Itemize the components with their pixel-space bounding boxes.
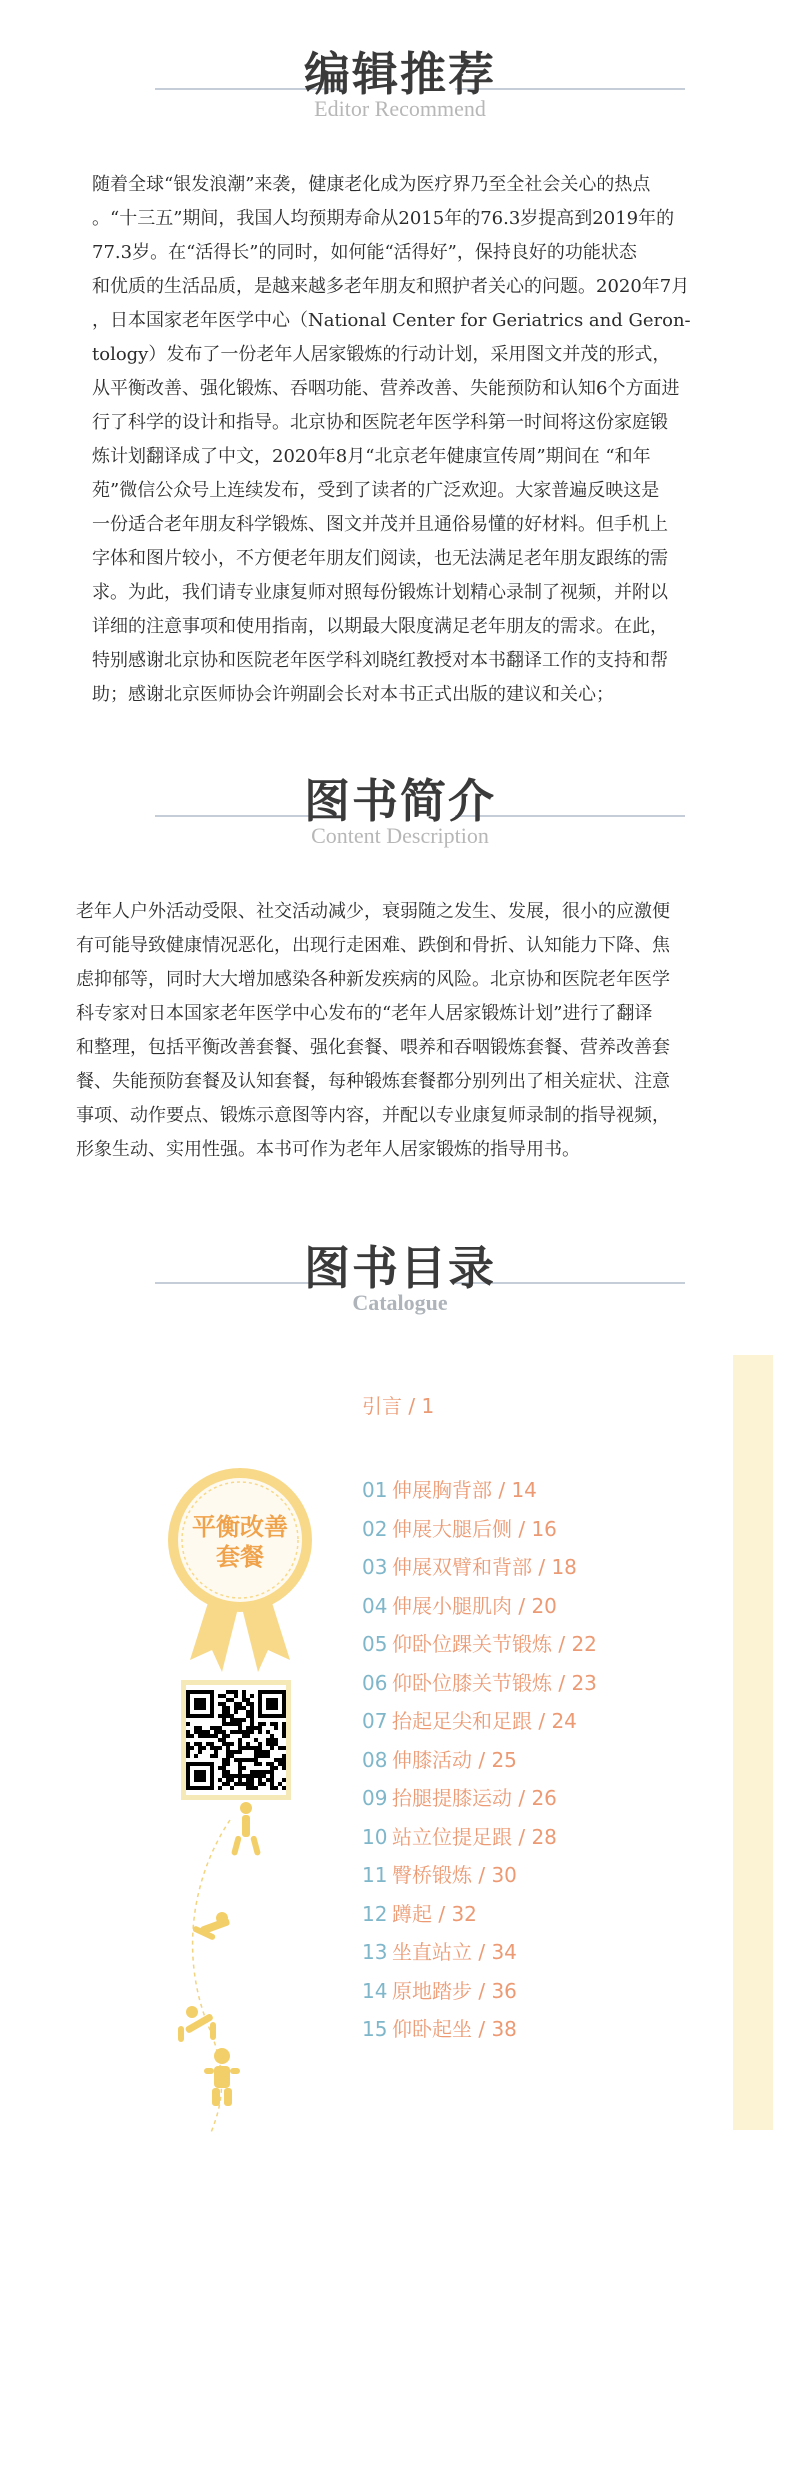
section-title: 编辑推荐 [304, 47, 496, 101]
section-title: 图书目录 [304, 1241, 496, 1295]
section-title: 图书简介 [304, 774, 496, 828]
toc-item-number: 11 [362, 1863, 388, 1887]
text-line: 炼计划翻译成了中文，2020年8月“北京老年健康宣传周”期间在 “和年 [92, 446, 651, 467]
badge-line2: 套餐 [216, 1543, 264, 1571]
text-line: 从平衡改善、强化锻炼、吞咽功能、营养改善、失能预防和认知6个方面进 [92, 378, 680, 399]
toc-item-title: 抬腿提膝运动 / 26 [392, 1786, 557, 1810]
stretching-figure-icon [192, 1912, 231, 1941]
toc-item-number: 03 [362, 1555, 388, 1579]
toc-item-title: 仰卧位膝关节锻炼 / 23 [392, 1670, 597, 1695]
toc-item[interactable] [362, 1591, 557, 1621]
section-subtitle: Catalogue [352, 1290, 448, 1315]
text-line: 事项、动作要点、锻炼示意图等内容，并配以专业康复师录制的指导视频， [76, 1105, 670, 1126]
standing-figure-icon [231, 1802, 261, 1856]
badge-balance-package [160, 1460, 320, 1680]
toc-item-title: 蹲起 / 32 [392, 1901, 477, 1926]
content-description-text [76, 895, 716, 1167]
toc-item[interactable] [362, 1475, 537, 1505]
toc-item-title: 站立位提足跟 / 28 [392, 1824, 557, 1849]
squat-figure-icon [204, 2048, 240, 2106]
toc-item-number: 10 [362, 1824, 388, 1849]
toc-item-title: 臀桥锻炼 / 30 [392, 1863, 517, 1887]
editor-recommend-text [92, 168, 712, 712]
text-line: 77.3岁。在“活得长”的同时，如何能“活得好”，保持良好的功能状态 [92, 242, 637, 263]
text-line: 和优质的生活品质，是越来越多老年朋友和照护者关心的问题。2020年7月 [92, 276, 690, 297]
text-line: 。“十三五”期间，我国人均预期寿命从2015年的76.3岁提高到2019年的 [92, 208, 675, 229]
text-line: tology）发布了一份老年人居家锻炼的行动计划，采用图文并茂的形式， [92, 344, 671, 365]
text-line: ，日本国家老年医学中心（National Center for Geriatrics and Geron- [92, 310, 691, 331]
badge-label [160, 1512, 320, 1572]
text-line: 随着全球“银发浪潮”来袭，健康老化成为医疗界乃至全社会关心的热点 [92, 174, 651, 195]
text-line: 苑”微信公众号上连续发布，受到了读者的广泛欢迎。大家普遍反映这是 [92, 480, 660, 501]
toc-item[interactable] [362, 1668, 597, 1698]
toc-intro[interactable]: 引言 / 1 [362, 1394, 435, 1418]
toc-item[interactable] [362, 1706, 577, 1736]
toc-item-number: 02 [362, 1516, 388, 1541]
text-line: 科专家对日本国家老年医学中心发布的“老年人居家锻炼计划”进行了翻译 [76, 1003, 653, 1024]
text-line: 求。为此，我们请专业康复师对照每份锻炼计划精心录制了视频，并附以 [92, 582, 668, 603]
toc-item[interactable] [362, 1937, 517, 1967]
toc-item-title: 伸膝活动 / 25 [392, 1747, 517, 1772]
toc-item-title: 仰卧起坐 / 38 [392, 2017, 517, 2041]
toc-item-title: 伸展胸背部 / 14 [392, 1478, 537, 1502]
toc-item-number: 14 [362, 1978, 388, 2003]
qr-code-icon[interactable] [181, 1680, 291, 1800]
toc-item[interactable] [362, 1860, 517, 1890]
text-line: 虑抑郁等，同时大大增加感染各种新发疾病的风险。北京协和医院老年医学 [76, 969, 670, 990]
badge-line1: 平衡改善 [192, 1513, 288, 1541]
toc-item[interactable] [362, 1822, 557, 1852]
toc-item-number: 04 [362, 1593, 388, 1618]
text-line: 特别感谢北京协和医院老年医学科刘晓红教授对本书翻译工作的支持和帮 [92, 650, 668, 671]
toc-item[interactable] [362, 1629, 597, 1659]
text-line: 老年人户外活动受限、社交活动减少，衰弱随之发生、发展，很小的应激便 [76, 901, 670, 922]
toc-item-number: 12 [362, 1901, 388, 1926]
side-decoration-bar [733, 1355, 773, 2130]
toc-item-number: 07 [362, 1709, 388, 1733]
toc-item-number: 08 [362, 1747, 388, 1772]
content-description-header [0, 765, 800, 865]
toc-item-number: 15 [362, 2017, 388, 2041]
text-line: 餐、失能预防套餐及认知套餐，每种锻炼套餐都分别列出了相关症状、注意 [76, 1071, 670, 1092]
text-line: 和整理，包括平衡改善套餐、强化套餐、喂养和吞咽锻炼套餐、营养改善套 [76, 1037, 670, 1058]
toc-item-number: 06 [362, 1670, 388, 1695]
section-subtitle: Content Description [311, 823, 489, 848]
text-line: 一份适合老年朋友科学锻炼、图文并茂并且通俗易懂的好材料。但手机上 [92, 514, 668, 535]
toc-item-title: 坐直站立 / 34 [392, 1940, 517, 1964]
pushup-figure-icon [178, 2006, 216, 2042]
catalogue-header [0, 1232, 800, 1332]
text-line: 行了科学的设计和指导。北京协和医院老年医学科第一时间将这份家庭锻 [92, 412, 668, 433]
toc-item-title: 伸展小腿肌肉 / 20 [392, 1593, 557, 1618]
toc-item[interactable] [362, 1976, 517, 2006]
editor-recommend-header [0, 38, 800, 138]
toc-item-title: 仰卧位踝关节锻炼 / 22 [392, 1632, 597, 1656]
text-line: 形象生动、实用性强。本书可作为老年人居家锻炼的指导用书。 [76, 1139, 580, 1160]
toc-item-number: 01 [362, 1478, 388, 1502]
toc-item-title: 抬起足尖和足跟 / 24 [392, 1709, 577, 1733]
text-line: 有可能导致健康情况恶化，出现行走困难、跌倒和骨折、认知能力下降、焦 [76, 935, 670, 956]
toc-item-number: 05 [362, 1632, 388, 1656]
section-subtitle: Editor Recommend [314, 96, 486, 121]
toc-item[interactable] [362, 1783, 557, 1813]
toc-item[interactable] [362, 1514, 557, 1544]
toc-item[interactable] [362, 2014, 517, 2044]
toc-item-number: 09 [362, 1786, 388, 1810]
toc-item[interactable] [362, 1899, 477, 1929]
toc-item[interactable] [362, 1745, 517, 1775]
toc-item[interactable] [362, 1552, 577, 1582]
text-line: 详细的注意事项和使用指南，以期最大限度满足老年朋友的需求。在此， [92, 616, 668, 637]
toc-item-number: 13 [362, 1940, 388, 1964]
toc-item-title: 伸展双臂和背部 / 18 [392, 1555, 577, 1579]
exercise-figures-decoration [170, 1800, 290, 2140]
text-line: 字体和图片较小，不方便老年朋友们阅读，也无法满足老年朋友跟练的需 [92, 548, 668, 569]
text-line: 助；感谢北京医师协会许朔副会长对本书正式出版的建议和关心； [92, 684, 614, 705]
toc-item-title: 原地踏步 / 36 [392, 1978, 517, 2003]
toc-item-title: 伸展大腿后侧 / 16 [392, 1516, 557, 1541]
